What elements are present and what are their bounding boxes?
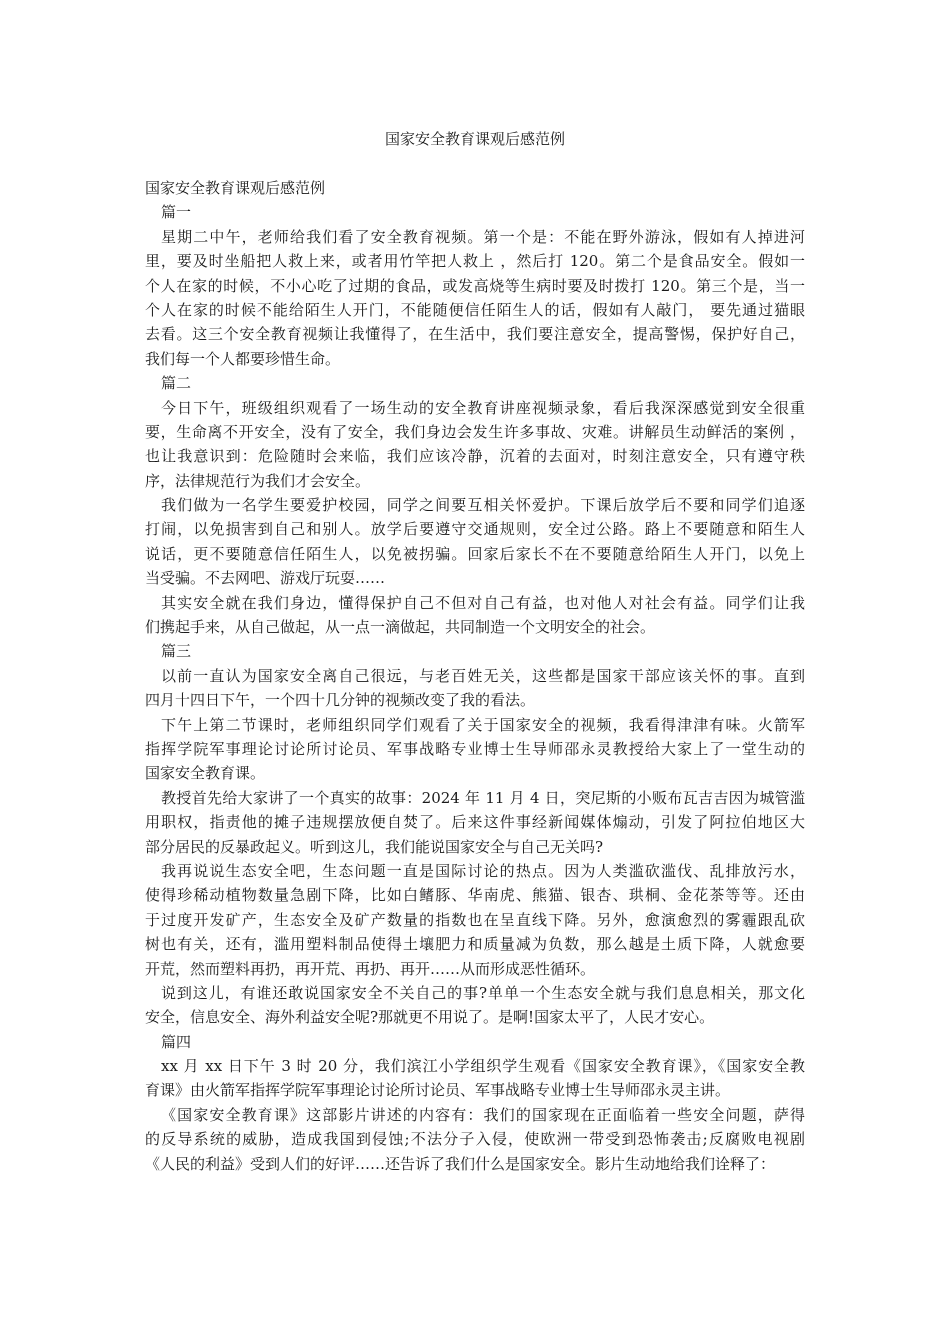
paragraph-line: 们携起手来，从自己做起，从一点一滴做起，共同制造一个文明安全的社会。 [145,618,656,637]
paragraph-line: 要，生命离不开安全，没有了安全，我们身边会发生许多事故、灾难。讲解员生动鲜活的案例 ， [145,422,805,441]
paragraph-line: 也让我意识到：危险随时会来临，我们应该冷静，沉着的去面对，时刻注意安全，只有遵守秩 [145,447,805,466]
paragraph [145,859,805,981]
paragraph-line: 以前一直认为国家安全离自己很远，与老百姓无关，这些都是国家干部应该关怀的事。直到 [161,666,805,685]
paragraph-line: 《人民的利益》受到人们的好评……还告诉了我们什么是国家安全。影片生动地给我们诠释了： [145,1154,776,1173]
paragraph-line: 部分居民的反暴政起义。听到这儿，我们能说国家安全与自己无关吗? [145,837,604,856]
paragraph-line: 个人在家的时候，不小心吃了过期的食品，或发高烧等生病时要及时拨打 120。第三个是，当一 [145,276,805,295]
section-label: 篇三 [161,642,192,661]
paragraph-line: 里，要及时坐船把人救上来，或者用竹竿把人救上 ，然后打 120。第二个是食品安全。假如一 [145,252,805,271]
document-subtitle: 国家安全教育课观后感范例 [145,179,326,197]
paragraph-line: 个人在家的时候不能给陌生人开门，不能随便信任陌生人的话，假如有人敲门， 要先通过猫眼 [145,300,805,319]
paragraph-line: 我再说说生态安全吧，生态问题一直是国际讨论的热点。因为人类滥砍滥伐、乱排放污水， [161,861,805,880]
paragraph-line: 当受骗。不去网吧、游戏厅玩耍…… [145,569,386,588]
paragraph-line: 树也有关，还有，滥用塑料制品使得土壤肥力和质量减为负数，那么越是土质下降，人就愈要 [145,935,805,954]
paragraph-line: 教授首先给大家讲了一个真实的故事：2024 年 11 月 4 日，突尼斯的小贩布瓦吉吉因为城管滥 [161,788,805,807]
paragraph [145,396,805,494]
section-label: 篇四 [161,1032,192,1051]
paragraph-line: 去看。这三个安全教育视频让我懂得了，在生活中，我们要注意安全，提高警惕，保护好自己， [145,325,805,344]
paragraph-line: 我们每一个人都要珍惜生命。 [145,349,341,368]
paragraph [145,981,805,1030]
paragraph-line: 四月十四日下午，一个四十几分钟的视频改变了我的看法。 [145,691,536,710]
paragraph [145,493,805,591]
paragraph-line: 《国家安全教育课》这部影片讲述的内容有：我们的国家现在正面临着一些安全问题，萨得 [161,1105,805,1124]
document-body [145,176,805,1176]
paragraph [145,1103,805,1176]
paragraph-line: xx 月 xx 日下午 3 时 20 分，我们滨江小学组织学生观看《国家安全教育课》，《国家安全教 [161,1057,805,1076]
paragraph [145,1054,805,1103]
paragraph-line: 星期二中午，老师给我们看了安全教育视频。第一个是：不能在野外游泳，假如有人掉进河 [161,227,805,246]
paragraph-line: 育课》由火箭军指挥学院军事理论讨论所讨论员、军事战略专业博士生导师邵永灵主讲。 [145,1081,731,1100]
paragraph-line: 下午上第二节课时，老师组织同学们观看了关于国家安全的视频，我看得津津有味。火箭军 [161,715,805,734]
section-label: 篇一 [161,203,192,222]
paragraph-line: 今日下午，班级组织观看了一场生动的安全教育讲座视频录象，看后我深深感觉到安全很重 [161,398,805,417]
paragraph-line: 其实安全就在我们身边，懂得保护自己不但对自己有益，也对他人对社会有益。同学们让我 [161,593,805,612]
paragraph-line: 于过度开发矿产，生态安全及矿产数量的指数也在呈直线下降。另外，愈演愈烈的雾霾跟乱砍 [145,910,805,929]
paragraph [145,786,805,859]
section-label: 篇二 [161,374,192,393]
paragraph [145,591,805,640]
paragraph-line: 序，法律规范行为我们才会安全。 [145,471,371,490]
paragraph [145,225,805,371]
paragraph-line: 国家安全教育课。 [145,764,266,783]
paragraph-line: 用职权，指责他的摊子违规摆放便自焚了。后来这件事经新闻媒体煽动，引发了阿拉伯地区大 [145,813,805,832]
paragraph-line: 说到这儿，有谁还敢说国家安全不关自己的事?单单一个生态安全就与我们息息相关，那文化 [161,983,805,1002]
paragraph [145,664,805,713]
paragraph-line: 说话，更不要随意信任陌生人，以免被拐骗。回家后家长不在不要随意给陌生人开门，以免上 [145,544,805,563]
document-title: 国家安全教育课观后感范例 [384,130,565,148]
paragraph-line: 开荒，然而塑料再扔，再开荒、再扔、再开……从而形成恶性循环。 [145,959,596,978]
paragraph-line: 打闹，以免损害到自己和别人。放学后要遵守交通规则，安全过公路。路上不要随意和陌生人 [145,520,805,539]
paragraph-line: 的反导系统的威胁，造成我国到侵蚀;不法分子入侵，使欧洲一带受到恐怖袭击;反腐败电视剧 [145,1130,805,1149]
paragraph-line: 安全，信息安全、海外利益安全呢?那就更不用说了。是啊!国家太平了，人民才安心。 [145,1008,715,1027]
paragraph-line: 指挥学院军事理论讨论所讨论员、军事战略专业博士生导师邵永灵教授给大家上了一堂生动的 [145,739,805,758]
paragraph-line: 使得珍稀动植物数量急剧下降，比如白鳍豚、华南虎、熊猫、银杏、珙桐、金花茶等等。还由 [145,886,805,905]
paragraph [145,713,805,786]
paragraph-line: 我们做为一名学生要爱护校园，同学之间要互相关怀爱护。下课后放学后不要和同学们追逐 [161,496,805,515]
